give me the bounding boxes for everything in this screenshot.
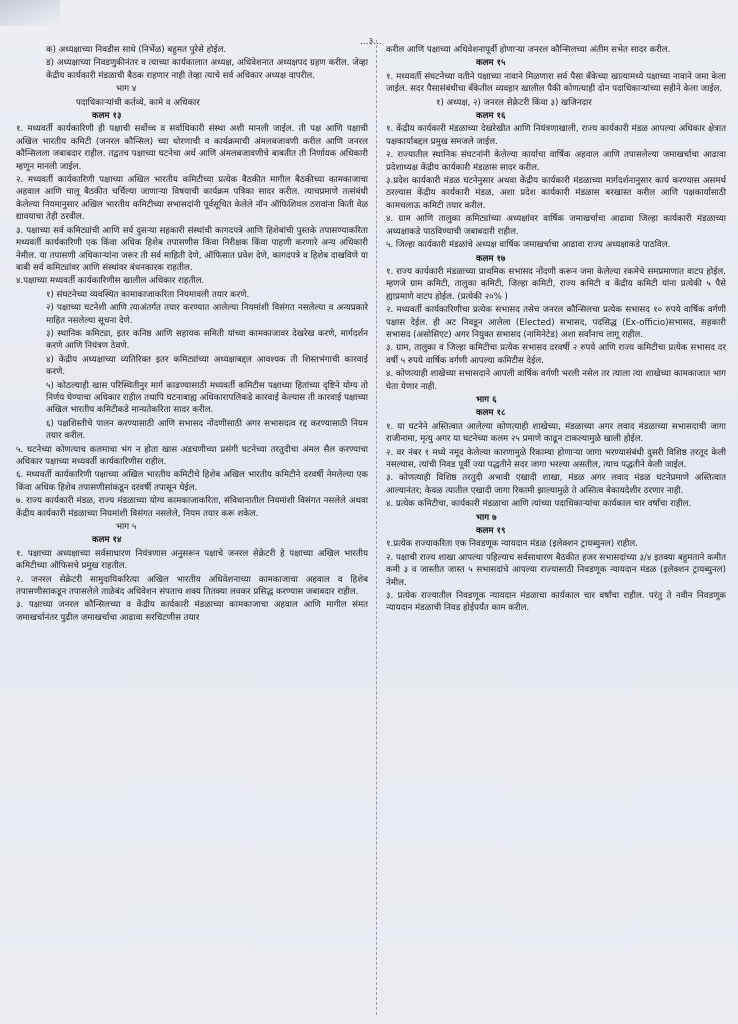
paragraph: ५. जिल्हा कार्यकारी मंडळांचे अध्यक्ष वार्षिक जमाखर्चाचा आढावा राज्य अध्यक्षाकडे पाठविल. xyxy=(386,240,671,251)
paragraph: ३. ग्राम, तालुका व जिल्हा कमिटीचा प्रत्येक सभासद दरवर्षी २ रुपये आणि राज्य कमिटीचा प्रत्येक सभासद दर वर्षी ५ रुपये वार्षिक वर्गणी आपल्या कमिटीस देईल. xyxy=(386,343,726,366)
paragraph: १. पक्षाच्या अध्यक्षाच्या सर्वसाधारण नियंत्रणास अनुसरून पक्षाचे जनरल सेक्रेटरी हे पक्षाच्या अखिल भारतीय कमिटीच्या ऑफिसचे प्रमुख राहतील. xyxy=(16,548,368,572)
paragraph: १. मध्यवर्ती संघटनेच्या वतीने पक्षाच्या नावाने मिळणारा सर्व पैसा बँकेच्या खात्यामध्ये पक्षाच्या नावाने जमा केला जाईल. सदर पैसासंबंधीचा बँकेतील व्यवहार खालील पैकी कोणत्याही दोन पदाधिकाऱ्यांच्या सहीने केला जाईल. xyxy=(386,71,726,95)
list-item: १) संघटनेच्या व्यवस्थित कामाकाजाकरिता नियमावली तयार करणे. xyxy=(46,289,250,300)
paragraph: ७. राज्य कार्यकारी मंडळ, राज्य मंडळाच्या योग्य कामकाजाकरिता, संविधानातील नियमांशी विसंगत नसलेले अथवा केंद्रीय कार्यकारी मंडळाच्या नियमांशी विसंगत नसलेले, नियम तयार करू शकेल. xyxy=(16,496,368,519)
paragraph: ६. मध्यवर्ती कार्यकारिणी पक्षाच्या अखिल भारतीय कमिटीचे हिशेब अखिल भारतीय कमिटीने दरवर्षी नेमलेल्या एक किंवा अधिक हिशेब तपासणीसांकडून दरवर्षी तपासून घेईल. xyxy=(16,470,368,493)
paragraph: करील आणि पक्षाच्या अधिवेशनापूर्वी होणाऱ्या जनरल कौन्सिलच्या अंतीम सभेत सादर करील. xyxy=(386,45,671,55)
left-column xyxy=(16,44,368,625)
list-item: ६) पक्षशिस्तीचे पालन करण्यासाठी आणि सभासद नोंदणीसाठी अगर सभासदत्व रद्द करण्यासाठी नियम तयार करील. xyxy=(46,418,368,442)
part-heading: भाग ६ xyxy=(476,394,497,405)
section-heading: कलम १८ xyxy=(476,408,506,419)
paragraph: ३. पक्षाच्या जनरल कौन्सिलच्या व केंद्रीय कार्यकारी मंडळाच्या कामकाजाचा अहवाल आणि मागील संमत जमाखर्चानंतर पुढील जमाखर्चाचा आढावा सरचिटणीस तयार xyxy=(16,600,368,623)
list-item: १) अध्यक्ष, २) जनरल सेक्रेटरी किंवा ३) खजिनदार xyxy=(436,97,592,108)
paragraph: ४. कोणत्याही शाखेच्या सभासदाने आपली वार्षिक वर्गणी भरली नसेल तर त्याला त्या शाखेच्या कामकाजात भाग घेता येणार नाही. xyxy=(386,369,726,392)
column-divider xyxy=(376,40,377,1015)
paragraph: १. मध्यवर्ती कार्यकारिणी ही पक्षाची सर्वोच्च व सर्वाधिकारी संस्था अशी मानली जाईल. ती पक्ष आणि पक्षाची अखिल भारतीय कमिटी (जनरल कौन्सिल) च्या धोरणाची व कार्यक्रमाची अंमलबजावणी करील आणि जनरल कौन्सिलला जबाबदार राहील. तद्वतच पक्षाच्या घटनेचा अर्थ आणि अंमलबजावणीचे बाबतीत ती निर्णायक अधिकारी म्हणून मानली जाईल. xyxy=(16,124,368,172)
paragraph: ४.पक्षाच्या मध्यवर्ती कार्यकारिणीस खालील अधिकार राहतील. xyxy=(16,276,205,287)
part-subheading: पदाधिकाऱ्यांची कर्तव्ये, कामे व अधिकार xyxy=(76,97,200,108)
section-heading: कलम १६ xyxy=(476,111,506,122)
section-heading: कलम १७ xyxy=(476,253,506,264)
paragraph: २. राज्यातील स्थानिक संघटनांनी केलेल्या कार्याचा वार्षिक अहवाल आणि तपासलेल्या जमाखर्चाचा आढावा प्रदेशाध्यक्ष केंद्रीय कार्यकारी मंडळास सादर करील. xyxy=(386,150,726,173)
part-heading: भाग ७ xyxy=(476,512,497,523)
paragraph: ३. प्रत्येक राज्यातील निवडणूक न्यायदान मंडळाचा कार्यकाल चार वर्षांचा राहील. परंतु ते नवीन निवडणूक न्यायदान मंडळाची निवड होईपर्यंत काम करील. xyxy=(386,591,726,614)
section-heading: कलम १९ xyxy=(476,526,506,537)
paragraph: क) अध्यक्षाच्या निवडीस साधे (निर्भेळ) बहुमत पुरेसे होईल. xyxy=(46,45,227,55)
paragraph: १. राज्य कार्यकारी मंडळाच्या प्राथमिक सभासद नोंदणी करून जमा केलेल्या रकमेचे समप्रमाणात वाटप होईल. म्हणजे ग्राम कमिटी, तालुका कमिटी, जिल्हा कमिटी, राज्य कमिटी व केंद्रीय कमिटी यांना प्रत्येकी ५ पैसे ह्याप्रमाणे वाटप होईल. (प्रत्येकी २०% ) xyxy=(386,266,726,302)
paragraph: ३. कोणत्याही विशिष्ठ तरतुदी अभावी एखादी शाखा, मंडळ अगर लवाद मंडळ घटनेप्रमाणे अस्तित्वात आल्यानंतर; केवळ त्यातील एखादी जागा रिकामी झाल्यामुळे ते अस्तित्व बेकायदेशीर ठरणार नाही. xyxy=(386,473,726,496)
paragraph: १.प्रत्येक राज्याकरिता एक निवडणूक न्यायदान मंडळ (इलेक्शन ट्रायब्युनल) राहील. xyxy=(386,539,638,550)
paragraph: १. केंद्रीय कार्यकारी मंडळाच्या देखरेखीत आणि नियंत्रणाखाली, राज्य कार्यकारी मंडळ आपल्या अधिकार क्षेत्रात पक्षकार्याबद्दल प्रमुख समजले जाईल. xyxy=(386,124,726,147)
section-heading: कलम १४ xyxy=(92,535,122,546)
part-heading: भाग ५ xyxy=(116,522,137,533)
part-heading: भाग ४ xyxy=(116,84,137,95)
paragraph: २. मध्यवर्ती कार्यकारिणी पक्षाच्या अखिल भारतीय कमिटीच्या प्रत्येक बैठकीत मागील बैठकीच्या कामकाजाचा अहवाल आणि चालू बैठकीत चर्चिल्या जाणाऱ्या विषयाची कार्यक्रम पत्रिका सादर करील. त्याचप्रमाणे तत्संबंधी केलेल्या नियमानुसार अखिल भारतीय कमिटीच्या सभासदांनी पूर्वसूचित केलेले नॉन ऑफिशियल ठरावांना किती वेळ द्यावयाचा तेही ठरवील. xyxy=(16,175,368,223)
page-number: ...३... xyxy=(360,37,382,47)
paragraph: ४. ग्राम आणि तालुका कमिट्यांच्या अध्यक्षांवर वार्षिक जमाखर्चाचा आढावा जिल्हा कार्यकारी मंडळाच्या अध्यक्षाकडे पाठविण्याची जबाबदारी राहील. xyxy=(386,214,726,237)
paragraph: १. या घटनेने अस्तित्वात आलेल्या कोणत्याही शाखेच्या, मंडळाच्या अगर लवाद मंडळाच्या सभासदाची जागा राजीनामा, मृत्यु अगर या घटनेच्या कलम २५ प्रमाणे काढून टाकल्यामुळे खाली होईल. xyxy=(386,421,726,445)
list-item: ५) कोठल्याही खास परिस्थितीनुर मार्ग काढण्यासाठी मध्यवर्ती कमिटीस पक्षाच्या हितांच्या दृष्टिने योग्य तो निर्णय घेण्याचा अधिकार राहील तथापि घटनाबाह्य अधिकारापलिकडे कारवाई केल्यास ती कारवाई पक्षाच्या अखिल भारतीय कमिटीकडे मान्यतेकरिता सादर करील. xyxy=(46,380,368,416)
right-column xyxy=(386,44,726,616)
list-item: ४) केंद्रीय अध्यक्षाच्या व्यतिरिक्त इतर कमिट्यांच्या अध्यक्षाबद्दल आवश्यक ती शिस्तभंगाची कारवाई करणे. xyxy=(46,354,368,378)
paragraph: २. पक्षाची राज्य शाखा आपल्या पहिल्याच सर्वसाधारण बैठकीत हजर सभासदांच्या ३/४ इतक्या बहुमताने कमीत कमी ३ व जास्तीत जास्त ५ सभासदांचे आपल्या राज्यासाठी निवडणूक न्यायदान मंडळ (इलेक्शन ट्रायब्युनल) नेमील. xyxy=(386,552,726,588)
paragraph: २. मध्यवर्ती कार्यकारिणीचा प्रत्येक सभासद तसेच जनरल कौन्सिलचा प्रत्येक सभासद १० रुपये वार्षिक वर्गणी पक्षास देईल. ही अट निवडून आलेला (Elected) सभासद, पदसिद्ध (Ex-officio)सभासद, सहकारी सभासद (असोसिएट) अगर नियुक्त सभासद (नामिनेटेड) अशा सर्वांनाच लागू राहील. xyxy=(386,305,726,340)
paragraph: ड) अध्यक्षाच्या निवडणुकीनंतर व त्याच्या कार्यकालात अध्यक्ष, अधिवेशनात अध्यक्षपद ग्रहण करील. जेव्हा केंद्रीय कार्यकारी मंडळाची बैठक राहणार नाही तेव्हा त्याचे सर्व अधिकार अध्यक्ष वापरील. xyxy=(46,58,368,81)
list-item: ३) स्थानिक कमिट्या, इतर कनिष्ठ आणि सहायक समिती यांच्या कामकाजावर देखरेख करणे, मार्गदर्शन करणे आणि नियंत्रण ठेवणे. xyxy=(46,328,368,352)
list-item: २) पक्षाच्या घटनेशी आणि त्याअंतर्गत तयार करण्यात आलेल्या नियमांशी विसंगत नसलेल्या व अन्यप्रकारे माहित नसलेल्या सूचना देणे. xyxy=(46,303,368,326)
paragraph: ४. प्रत्येक कमिटीचा, कार्यकारी मंडळाचा आणि त्यांच्या पदाधिकाऱ्यांचा कार्यकाल चार वर्षांचा राहील. xyxy=(386,499,692,510)
paragraph: २. जनरल सेक्रेटरी सामुदायिकरित्या अखिल भारतीय अधिवेशनाच्या कामकाजाचा अहवाल व हिशेब तपासणीसाकडून तपासलेले ताळेबंद अधिवेशन संपताच शक्य तितक्या लवकर प्रसिद्ध करण्यास जबाबदार राहील. xyxy=(16,574,368,598)
scan-corner-shadow xyxy=(0,0,60,26)
paragraph: ३.प्रदेश कार्यकारी मंडळ घटनेनुसार अथवा केंद्रीय कार्यकारी मंडळाच्या मार्गदर्शनानुसार कार्य करण्यास असमर्थ ठरल्यास केंद्रीय कार्यकारी मंडळ, अशा प्रदेश कार्यकारी मंडळास बरखास्त करील आणि पक्षकार्यासाठी कामचलाऊ कमिटी तयार करील. xyxy=(386,176,726,211)
section-heading: कलम १३ xyxy=(92,111,122,122)
paragraph: ३. पक्षाच्या सर्व कमिट्यांची आणि सर्व दुसऱ्या सहकारी संस्थांची कागदपत्रे आणि हिशेबांची पुस्तके तपासण्याकरिता मध्यवर्ती कार्यकारिणी एक किंवा अधिक हिशेब तपासणीस किंवा निरीक्षक किंवा पाहणी करणारे अन्य अधिकारी नेमील. या तपासणी अधिकाऱ्यांना जरूर ती सर्व माहिती देणे, ऑफिसात प्रवेश देणे, कागदपत्रे व हिशेब दाखविणे या बाबी सर्व कमिट्यांवर आणि संस्थांवर बंधनकारक राहतील. xyxy=(16,225,368,273)
paragraph: २. वर नंबर १ मध्ये नमूद केलेल्या कारणामुळे रिकाम्या होणाऱ्या जागा भरण्यासंबंधी दुसरी विशिष्ठ तरतूद केली नसल्यास, त्यांची निवड पूर्वी ज्या पद्धतीने सदर जागा भरल्या असतील, त्याच पद्धतीने केली जाईल. xyxy=(386,447,726,470)
paragraph: ५. घटनेच्या कोणत्याच कलमाचा भंग न होता खास अडचणीच्या प्रसंगी घटनेच्या तरतुदीचा अंमल सैल करण्याचा अधिकार पक्षाच्या मध्यवर्ती कार्यकारिणीस राहील. xyxy=(16,444,368,467)
section-heading: कलम १५ xyxy=(476,58,506,69)
